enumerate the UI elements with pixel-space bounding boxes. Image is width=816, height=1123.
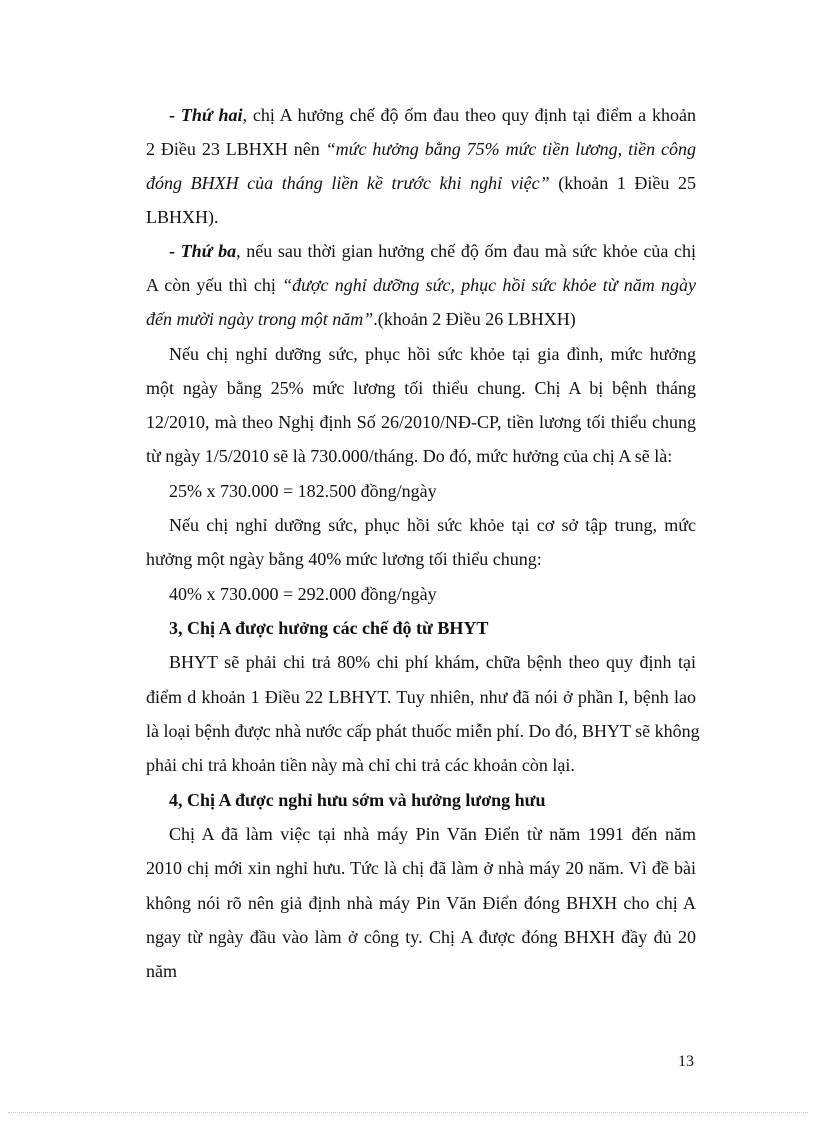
paragraph-bhyt-line-1: BHYT sẽ phải chi trả 80% chi phí khám, chữa bệnh theo quy định tại	[169, 652, 696, 672]
paragraph-nghi-huu-line-5: năm	[146, 961, 177, 981]
quote-text: đóng BHXH của tháng liền kề trước khi nghỉ việc”	[146, 173, 550, 193]
calculation-25-percent: 25% x 730.000 = 182.500 đồng/ngày	[169, 481, 437, 501]
quote-text: “mức hưởng bằng 75% mức tiền lương, tiền công	[325, 139, 696, 159]
paragraph-thu-hai-line-3: đóng BHXH của tháng liền kề trước khi nghỉ việc” (khoản 1 Điều 25	[146, 173, 696, 193]
paragraph-tap-trung-line-2: hưởng một ngày bằng 40% mức lương tối thiểu chung:	[146, 549, 542, 569]
paragraph-nghi-huu-line-3: không nói rõ nên giả định nhà máy Pin Văn Điển đóng BHXH cho chị A	[146, 893, 696, 913]
paragraph-nghi-huu-line-4: ngay từ ngày đầu vào làm ở công ty. Chị A được đóng BHXH đầy đủ 20	[146, 927, 696, 947]
term-thu-ba: Thứ ba	[180, 241, 237, 261]
paragraph-nghi-huu-line-2: 2010 chị mới xin nghỉ hưu. Tức là chị đã làm ở nhà máy 20 năm. Vì đề bài	[146, 858, 696, 878]
paragraph-gia-dinh-line-3: 12/2010, mà theo Nghị định Số 26/2010/NĐ-CP, tiền lương tối thiểu chung	[146, 412, 696, 432]
calculation-40-percent: 40% x 730.000 = 292.000 đồng/ngày	[169, 584, 437, 604]
paragraph-gia-dinh-line-1: Nếu chị nghỉ dưỡng sức, phục hồi sức khỏe tại gia đình, mức hưởng	[169, 344, 696, 364]
paragraph-thu-ba-line-1: - Thứ ba, nếu sau thời gian hưởng chế độ ốm đau mà sức khỏe của chị	[169, 241, 696, 261]
section-heading-4: 4, Chị A được nghỉ hưu sớm và hưởng lương hưu	[169, 790, 546, 810]
paragraph-nghi-huu-line-1: Chị A đã làm việc tại nhà máy Pin Văn Điển từ năm 1991 đến năm	[169, 824, 696, 844]
paragraph-bhyt-line-2: điểm d khoản 1 Điều 22 LBHYT. Tuy nhiên, như đã nói ở phần I, bệnh lao	[146, 687, 696, 707]
page-number: 13	[678, 1053, 694, 1070]
paragraph-thu-hai-line-2: 2 Điều 23 LBHXH nên “mức hưởng bằng 75% mức tiền lương, tiền công	[146, 139, 696, 159]
quote-text: “được nghỉ dưỡng sức, phục hồi sức khỏe từ năm ngày	[282, 275, 697, 295]
paragraph-bhyt-line-3: là loại bệnh được nhà nước cấp phát thuốc miễn phí. Do đó, BHYT sẽ không	[146, 721, 700, 741]
paragraph-tap-trung-line-1: Nếu chị nghỉ dưỡng sức, phục hồi sức khỏe tại cơ sở tập trung, mức	[169, 515, 696, 535]
page-bottom-divider	[8, 1112, 808, 1113]
paragraph-gia-dinh-line-4: từ ngày 1/5/2010 sẽ là 730.000/tháng. Do đó, mức hưởng của chị A sẽ là:	[146, 446, 673, 466]
paragraph-bhyt-line-4: phải chi trả khoản tiền này mà chỉ chi trả các khoản còn lại.	[146, 755, 575, 775]
paragraph-thu-hai-line-1: - Thứ hai, chị A hưởng chế độ ốm đau theo quy định tại điểm a khoản	[169, 105, 696, 125]
section-heading-3: 3, Chị A được hưởng các chế độ từ BHYT	[169, 618, 489, 638]
paragraph-thu-ba-line-3: đến mười ngày trong một năm”.(khoản 2 Điều 26 LBHXH)	[146, 309, 576, 329]
term-thu-hai: Thứ hai	[180, 105, 243, 125]
quote-text: đến mười ngày trong một năm”	[146, 309, 374, 329]
paragraph-thu-hai-line-4: LBHXH).	[146, 207, 219, 227]
paragraph-gia-dinh-line-2: một ngày bằng 25% mức lương tối thiểu chung. Chị A bị bệnh tháng	[146, 378, 696, 398]
paragraph-thu-ba-line-2: A còn yếu thì chị “được nghỉ dưỡng sức, phục hồi sức khỏe từ năm ngày	[146, 275, 697, 295]
